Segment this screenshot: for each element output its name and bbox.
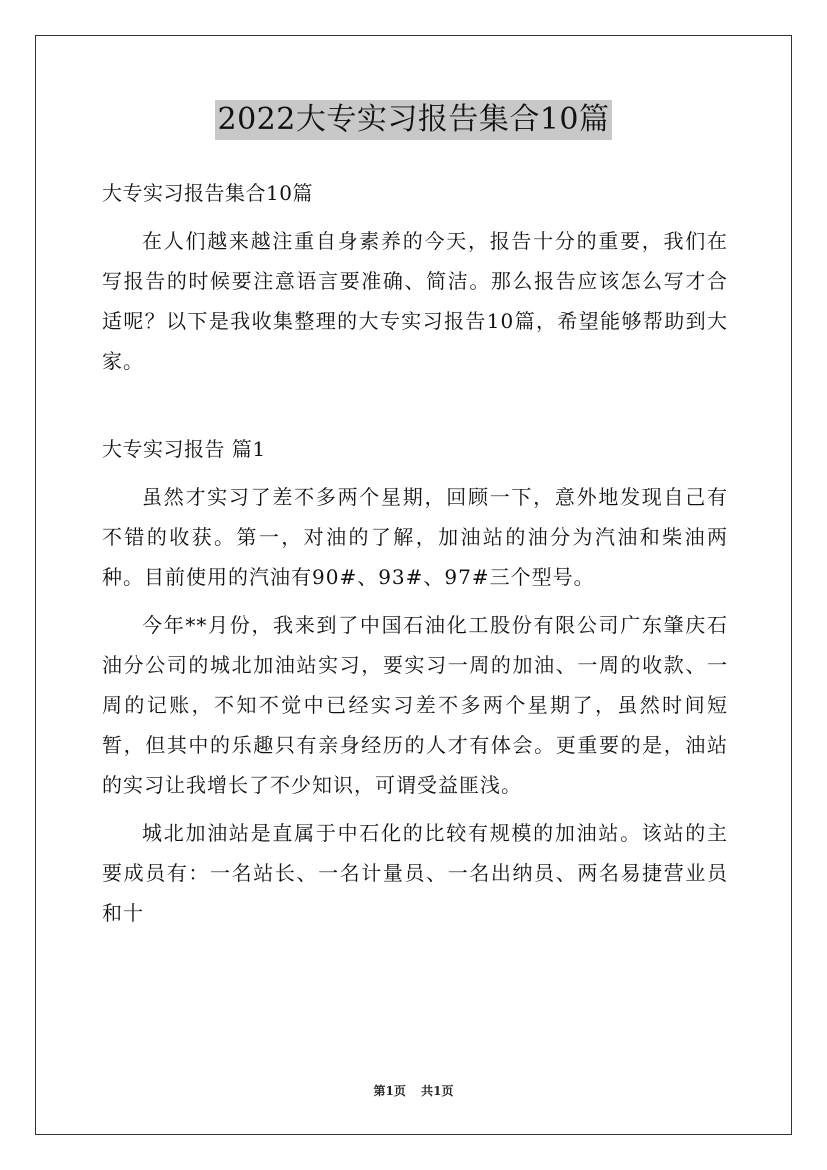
body-paragraph-3: 城北加油站是直属于中石化的比较有规模的加油站。该站的主要成员有：一名站长、一名计量员、一名出纳员、两名易捷营业员和十 [102, 821, 728, 925]
page-number: 第1页 [373, 1084, 406, 1098]
section-heading: 大专实习报告 篇1 [102, 437, 266, 461]
page-footer [0, 1082, 827, 1100]
spacer [102, 213, 728, 221]
body-paragraph-1: 虽然才实习了差不多两个星期，回顾一下，意外地发现自己有不错的收获。第一，对油的了解，加油站的油分为汽油和柴油两种。目前使用的汽油有90#、93#、97#三个型号。 [102, 485, 728, 589]
body-paragraph-2: 今年**月份，我来到了中国石油化工股份有限公司广东肇庆石油分公司的城北加油站实习，要实习一周的加油、一周的收款、一周的记账，不知不觉中已经实习差不多两个星期了，虽然时间短暂，但其中的乐趣只有亲身经历的人才有体会。更重要的是，油站的实习让我增长了不少知识，可谓受益匪浅。 [102, 613, 728, 797]
document-subtitle: 大专实习报告集合10篇 [102, 181, 313, 205]
document-title-text: 2022大专实习报告集合10篇 [215, 100, 611, 140]
spacer [102, 805, 728, 813]
document-title [0, 100, 827, 140]
spacer [102, 381, 728, 429]
intro-paragraph: 在人们越来越注重自身素养的今天，报告十分的重要，我们在写报告的时候要注意语言要准确、简洁。那么报告应该怎么写才合适呢？以下是我收集整理的大专实习报告10篇，希望能够帮助到大家。 [102, 229, 728, 373]
page-total: 共1页 [421, 1084, 454, 1098]
document-body [102, 173, 728, 933]
spacer [102, 597, 728, 605]
spacer [102, 469, 728, 477]
